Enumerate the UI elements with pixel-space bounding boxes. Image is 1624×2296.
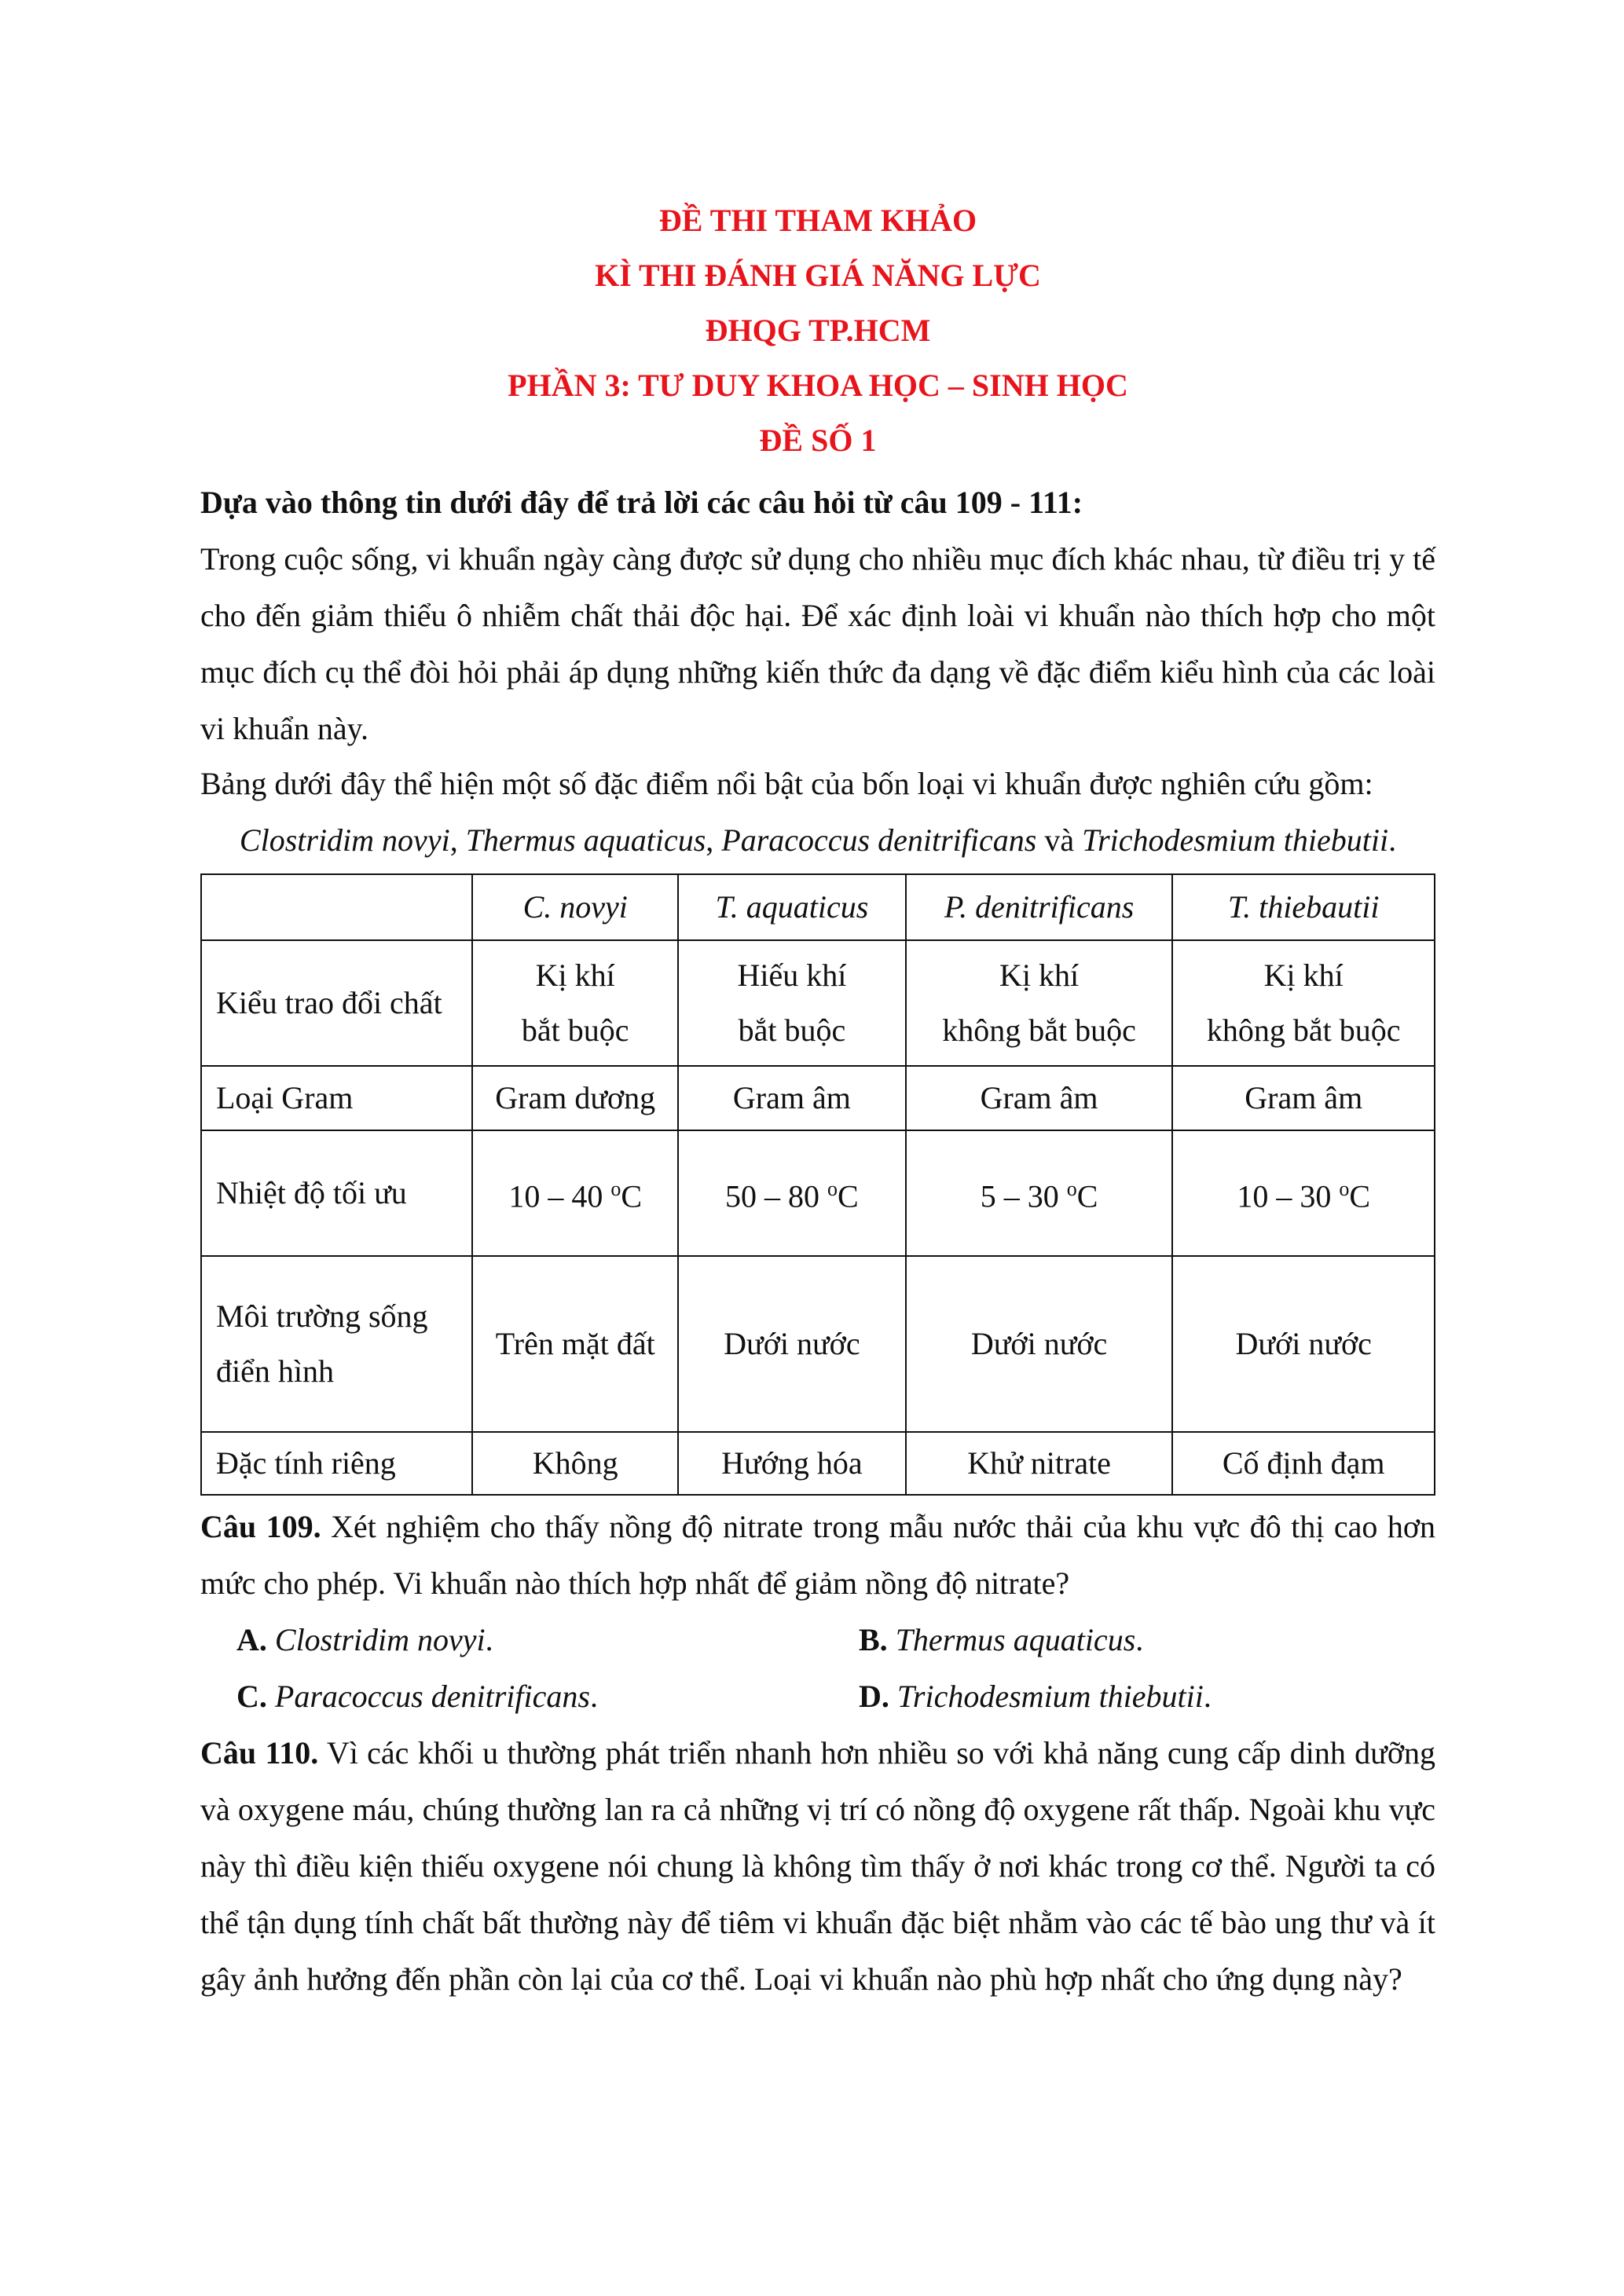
table-cell: Dưới nước <box>906 1256 1173 1432</box>
question-label: Câu 110. <box>200 1735 319 1771</box>
cell-line: không bắt buộc <box>942 1013 1136 1048</box>
cell-text: 10 – 40 <box>508 1178 611 1214</box>
table-cell <box>678 940 906 1066</box>
table-cell <box>678 1130 906 1256</box>
question-109 <box>200 1499 1435 1612</box>
species-name: Paracoccus denitrificans <box>721 822 1037 858</box>
question-text: Xét nghiệm cho thấy nồng độ nitrate trong mẫu nước thải của khu vực đô thị cao hơn mức cho phép. Vi khuẩn nào thích hợp nhất để giảm nồng độ nitrate? <box>200 1509 1435 1601</box>
row-label: Nhiệt độ tối ưu <box>201 1130 472 1256</box>
cell-line: Hiếu khí <box>737 958 847 993</box>
species-name: Thermus aquaticus <box>465 822 706 858</box>
table-cell: Gram dương <box>472 1066 678 1130</box>
table-row <box>201 1432 1435 1495</box>
option-end: . <box>1203 1679 1212 1714</box>
cell-line: Kị khí <box>999 958 1080 993</box>
header-cell: T. aquaticus <box>678 874 906 940</box>
table-cell: Không <box>472 1432 678 1495</box>
cell-text: 50 – 80 <box>725 1178 828 1214</box>
row-label: Loại Gram <box>201 1066 472 1130</box>
row-label: Đặc tính riêng <box>201 1432 472 1495</box>
title-line: ĐHQG TP.HCM <box>705 313 931 348</box>
table-cell: Gram âm <box>678 1066 906 1130</box>
option-key: B. <box>859 1622 888 1657</box>
cell-line: Kị khí <box>535 958 615 993</box>
header-cell: T. thiebautii <box>1172 874 1435 940</box>
row-label <box>201 1256 472 1432</box>
exam-title-block <box>200 193 1435 468</box>
option-text: Trichodesmium thiebutii <box>896 1679 1204 1714</box>
title-line: ĐỀ SỐ 1 <box>759 423 877 458</box>
cell-line: bắt buộc <box>738 1013 846 1048</box>
option-key: C. <box>236 1679 267 1714</box>
intro-paragraph: Trong cuộc sống, vi khuẩn ngày càng được sử dụng cho nhiều mục đích khác nhau, từ điều trị y tế cho đến giảm thiểu ô nhiễm chất thải độc hại. Để xác định loài vi khuẩn nào thích hợp cho một mục đích cụ thể đòi hỏi phải áp dụng những kiến thức đa dạng về đặc điểm kiểu hình của các loài vi khuẩn này. <box>200 541 1435 746</box>
option-key: D. <box>859 1679 889 1714</box>
title-line: KÌ THI ĐÁNH GIÁ NĂNG LỰC <box>595 258 1041 293</box>
option-end: . <box>589 1679 598 1714</box>
table-header-row <box>201 874 1435 940</box>
table-cell: Dưới nước <box>678 1256 906 1432</box>
species-line <box>200 812 1435 869</box>
separator: , <box>449 822 466 858</box>
table-cell: Gram âm <box>1172 1066 1435 1130</box>
header-cell: P. denitrificans <box>906 874 1173 940</box>
header-cell: C. novyi <box>472 874 678 940</box>
table-cell: Gram âm <box>906 1066 1173 1130</box>
separator: , <box>706 822 722 858</box>
cell-text: C <box>838 1178 859 1214</box>
table-cell <box>1172 1130 1435 1256</box>
cell-sup: o <box>1066 1177 1077 1201</box>
row-label: Kiểu trao đổi chất <box>201 940 472 1066</box>
table-cell: Trên mặt đất <box>472 1256 678 1432</box>
table-cell: Dưới nước <box>1172 1256 1435 1432</box>
cell-text: C <box>621 1178 643 1214</box>
question-text: Vì các khối u thường phát triển nhanh hơn nhiều so với khả năng cung cấp dinh dưỡng và oxygene máu, chúng thường lan ra cả những vị trí có nồng độ oxygene rất thấp. Ngoài khu vực này thì điều kiện thiếu oxygene nói chung là không tìm thấy ở nơi khác trong cơ thể. Người ta có thể tận dụng tính chất bất thường này để tiêm vi khuẩn đặc biệt nhằm vào các tế bào ung thư và ít gây ảnh hưởng đến phần còn lại của cơ thể. Loại vi khuẩn nào phù hợp nhất cho ứng dụng này? <box>200 1735 1435 1997</box>
table-row <box>201 1256 1435 1432</box>
intro-heading: Dựa vào thông tin dưới đây để trả lời các câu hỏi từ câu 109 - 111: <box>200 485 1083 520</box>
table-cell <box>472 940 678 1066</box>
option-end: . <box>1135 1622 1144 1657</box>
cell-text: 10 – 30 <box>1237 1178 1340 1214</box>
cell-sup: o <box>1339 1177 1350 1201</box>
option-text: Thermus aquaticus <box>895 1622 1136 1657</box>
option-text: Clostridim novyi <box>274 1622 486 1657</box>
cell-line: bắt buộc <box>521 1013 629 1048</box>
table-cell: Cố định đạm <box>1172 1432 1435 1495</box>
cell-sup: o <box>610 1177 621 1201</box>
option-b[interactable] <box>859 1612 1143 1668</box>
cell-text: C <box>1076 1178 1098 1214</box>
table-row <box>201 940 1435 1066</box>
bacteria-table <box>200 873 1435 1496</box>
species-name: Clostridim novyi <box>239 822 450 858</box>
question-label: Câu 109. <box>200 1509 321 1544</box>
option-text: Paracoccus denitrificans <box>274 1679 590 1714</box>
table-cell: Hướng hóa <box>678 1432 906 1495</box>
title-line: PHẦN 3: TƯ DUY KHOA HỌC – SINH HỌC <box>508 368 1128 403</box>
question-110 <box>200 1725 1435 2008</box>
title-line: ĐỀ THI THAM KHẢO <box>658 203 977 238</box>
table-cell <box>906 940 1173 1066</box>
table-row <box>201 1130 1435 1256</box>
table-cell <box>472 1130 678 1256</box>
table-cell <box>1172 940 1435 1066</box>
option-c[interactable] <box>236 1668 598 1725</box>
cell-text: 5 – 30 <box>980 1178 1067 1214</box>
table-cell: Khử nitrate <box>906 1432 1173 1495</box>
option-d[interactable] <box>859 1668 1212 1725</box>
species-name: Trichodesmium thiebutii <box>1082 822 1389 858</box>
table-cell <box>906 1130 1173 1256</box>
option-end: . <box>485 1622 493 1657</box>
separator: và <box>1036 822 1083 858</box>
cell-sup: o <box>827 1177 838 1201</box>
cell-line: không bắt buộc <box>1206 1013 1401 1048</box>
label-line: điển hình <box>216 1353 334 1389</box>
label-line: Môi trường sống <box>216 1298 428 1334</box>
separator: . <box>1388 822 1397 858</box>
table-intro: Bảng dưới đây thể hiện một số đặc điểm nổi bật của bốn loại vi khuẩn được nghiên cứu gồm: <box>200 766 1373 801</box>
option-a[interactable] <box>236 1612 493 1668</box>
option-key: A. <box>236 1622 267 1657</box>
table-row <box>201 1066 1435 1130</box>
cell-text: C <box>1349 1178 1371 1214</box>
cell-line: Kị khí <box>1263 958 1344 993</box>
header-cell <box>201 874 472 940</box>
